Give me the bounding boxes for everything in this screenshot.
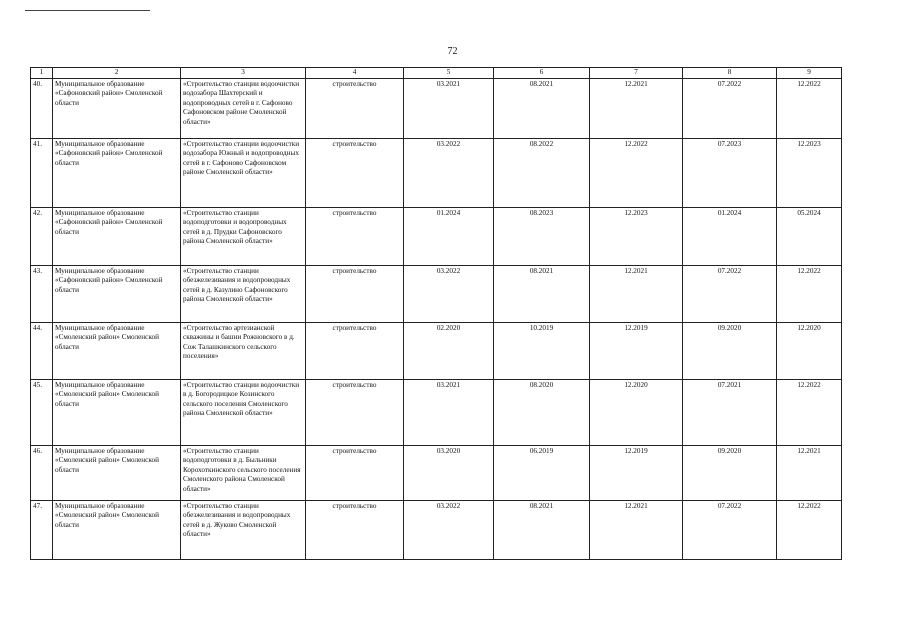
date-cell-6: 08.2022: [494, 138, 590, 207]
municipality-cell: Муниципальное образование «Сафоновский район» Смоленской области: [53, 265, 181, 322]
object-cell: «Строительство станции обезжелезивания и водопроводных сетей в д. Казулино Сафоновского района Смоленской области»: [181, 265, 306, 322]
object-cell: «Строительство станции водоочистки водозабора Южный и водопроводных сетей в г. Сафоново Сафоновском районе Смоленской области»: [181, 138, 306, 207]
column-header: 3: [181, 68, 306, 79]
row-number: 41.: [31, 138, 53, 207]
column-header: 8: [683, 68, 777, 79]
work-type-cell: строительство: [306, 322, 404, 379]
municipality-cell: Муниципальное образование «Смоленский район» Смоленской области: [53, 445, 181, 500]
column-header: 7: [590, 68, 683, 79]
date-cell-9: 12.2023: [777, 138, 842, 207]
object-cell: «Строительство станции водоподготовки в д. Быльники Корохоткинского сельского поселения Смоленского района Смоленской области»: [181, 445, 306, 500]
object-cell: «Строительство станции водоочистки водозабора Шахтерский и водопроводных сетей в г. Сафоново Сафоновском районе Смоленской области»: [181, 78, 306, 138]
date-cell-5: 03.2022: [404, 138, 494, 207]
date-cell-5: 03.2021: [404, 379, 494, 445]
object-cell: «Строительство станции водоочистки в д. Богородицкое Козинского сельского поселения Смоленского района Смоленской области»: [181, 379, 306, 445]
date-cell-8: 09.2020: [683, 322, 777, 379]
date-cell-7: 12.2021: [590, 78, 683, 138]
date-cell-5: 03.2021: [404, 78, 494, 138]
work-type-cell: строительство: [306, 138, 404, 207]
date-cell-7: 12.2021: [590, 265, 683, 322]
table-row: [31, 445, 842, 500]
date-cell-6: 10.2019: [494, 322, 590, 379]
date-cell-7: 12.2020: [590, 379, 683, 445]
work-type-cell: строительство: [306, 500, 404, 559]
row-number: 44.: [31, 322, 53, 379]
date-cell-6: 08.2020: [494, 379, 590, 445]
object-cell: «Строительство станции обезжелезивания и водопроводных сетей в д. Жуково Смоленской области»: [181, 500, 306, 559]
date-cell-6: 06.2019: [494, 445, 590, 500]
work-type-cell: строительство: [306, 379, 404, 445]
column-header: 9: [777, 68, 842, 79]
date-cell-6: 08.2021: [494, 500, 590, 559]
row-number: 47.: [31, 500, 53, 559]
date-cell-5: 03.2022: [404, 265, 494, 322]
municipality-cell: Муниципальное образование «Сафоновский район» Смоленской области: [53, 207, 181, 265]
date-cell-5: 02.2020: [404, 322, 494, 379]
header-row: [31, 68, 842, 79]
row-number: 43.: [31, 265, 53, 322]
work-type-cell: строительство: [306, 207, 404, 265]
table-row: [31, 500, 842, 559]
table-row: [31, 207, 842, 265]
date-cell-8: 09.2020: [683, 445, 777, 500]
date-cell-8: 01.2024: [683, 207, 777, 265]
municipality-cell: Муниципальное образование «Смоленский район» Смоленской области: [53, 379, 181, 445]
work-type-cell: строительство: [306, 265, 404, 322]
date-cell-9: 12.2021: [777, 445, 842, 500]
date-cell-7: 12.2021: [590, 500, 683, 559]
date-cell-7: 12.2023: [590, 207, 683, 265]
table-row: [31, 322, 842, 379]
object-cell: «Строительство станции водоподготовки и водопроводных сетей в д. Прудки Сафоновского района Смоленской области»: [181, 207, 306, 265]
column-header: 4: [306, 68, 404, 79]
date-cell-8: 07.2023: [683, 138, 777, 207]
date-cell-9: 12.2022: [777, 265, 842, 322]
row-number: 45.: [31, 379, 53, 445]
date-cell-8: 07.2022: [683, 500, 777, 559]
date-cell-7: 12.2022: [590, 138, 683, 207]
date-cell-9: 12.2020: [777, 322, 842, 379]
column-header: 1: [31, 68, 53, 79]
municipality-cell: Муниципальное образование «Смоленский район» Смоленской области: [53, 322, 181, 379]
row-number: 46.: [31, 445, 53, 500]
date-cell-9: 05.2024: [777, 207, 842, 265]
date-cell-9: 12.2022: [777, 78, 842, 138]
row-number: 42.: [31, 207, 53, 265]
date-cell-7: 12.2019: [590, 322, 683, 379]
municipality-cell: Муниципальное образование «Сафоновский район» Смоленской области: [53, 78, 181, 138]
date-cell-9: 12.2022: [777, 500, 842, 559]
date-cell-8: 07.2021: [683, 379, 777, 445]
column-header: 2: [53, 68, 181, 79]
date-cell-5: 03.2022: [404, 500, 494, 559]
table-row: [31, 379, 842, 445]
row-number: 40.: [31, 78, 53, 138]
date-cell-8: 07.2022: [683, 78, 777, 138]
table-row: [31, 138, 842, 207]
date-cell-8: 07.2022: [683, 265, 777, 322]
date-cell-5: 01.2024: [404, 207, 494, 265]
date-cell-7: 12.2019: [590, 445, 683, 500]
date-cell-9: 12.2022: [777, 379, 842, 445]
column-header: 6: [494, 68, 590, 79]
object-cell: «Строительство артезианской скважины и башни Рожновского в д. Сож Талашкинского сельского поселения»: [181, 322, 306, 379]
municipality-cell: Муниципальное образование «Смоленский район» Смоленской области: [53, 500, 181, 559]
column-header: 5: [404, 68, 494, 79]
date-cell-5: 03.2020: [404, 445, 494, 500]
data-table: [30, 67, 842, 560]
top-rule: [25, 10, 150, 11]
date-cell-6: 08.2023: [494, 207, 590, 265]
municipality-cell: Муниципальное образование «Сафоновский район» Смоленской области: [53, 138, 181, 207]
date-cell-6: 08.2021: [494, 265, 590, 322]
table-row: [31, 78, 842, 138]
page-number: 72: [447, 46, 458, 57]
date-cell-6: 08.2021: [494, 78, 590, 138]
table-row: [31, 265, 842, 322]
work-type-cell: строительство: [306, 78, 404, 138]
work-type-cell: строительство: [306, 445, 404, 500]
